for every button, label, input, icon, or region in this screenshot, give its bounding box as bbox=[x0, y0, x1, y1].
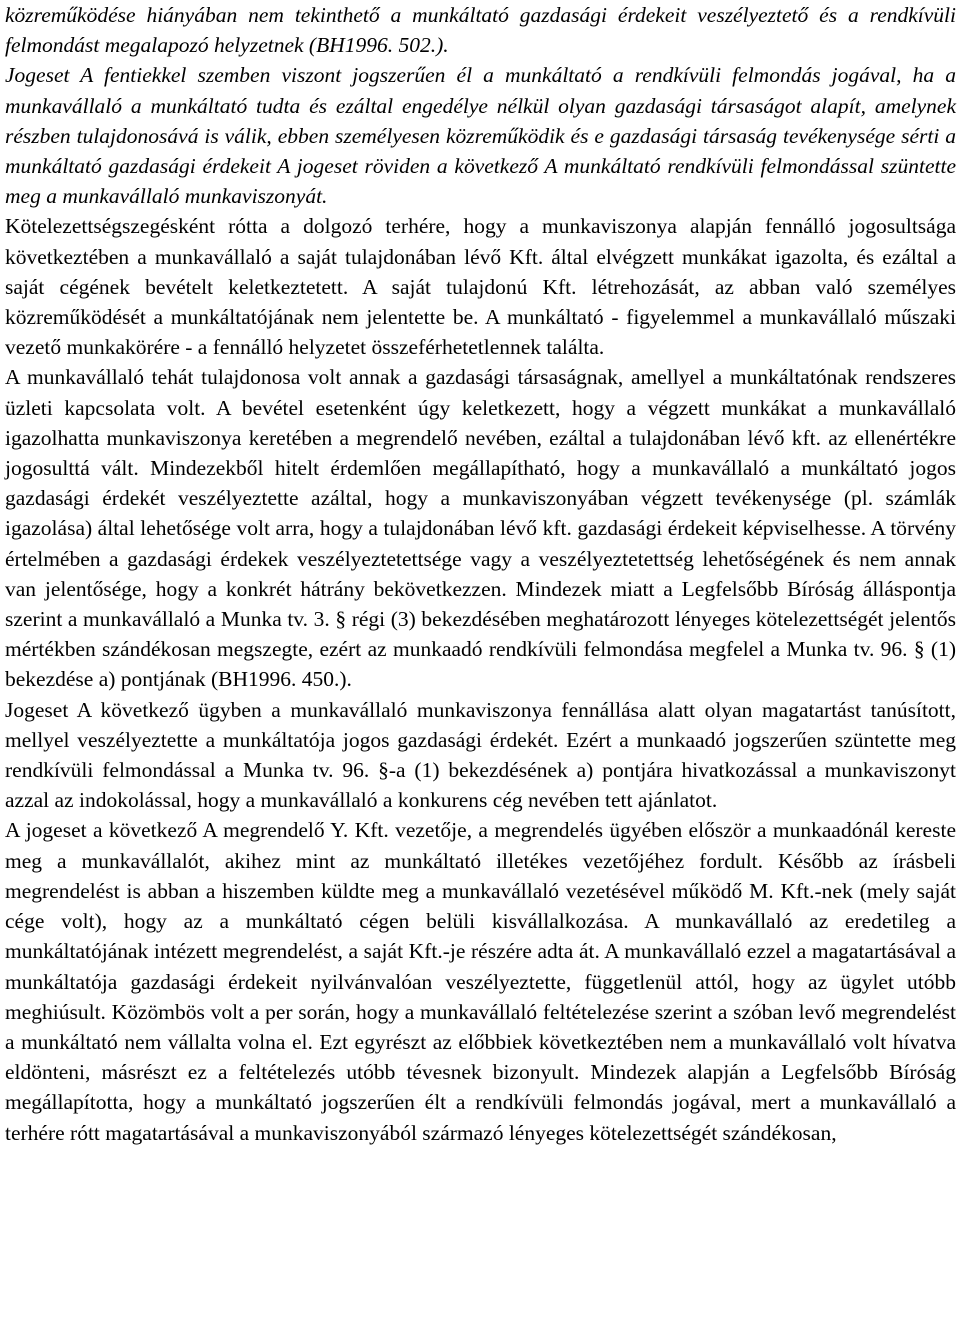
paragraph-1: közreműködése hiányában nem tekinthető a munkáltató gazdasági érdekeit veszélyeztető és a rendkívüli felmondást megalapozó helyzetnek (BH1996. 502.). bbox=[5, 3, 956, 58]
paragraph-2-continuation: Kötelezettségszegésként rótta a dolgozó terhére, hogy a munkaviszonya alapján fennálló jogosultsága következtében a munkavállaló a saját tulajdonában lévő Kft. által elvégzett munkákat igazolta, és ezáltal a saját cégének bevételt keletkeztetett. A saját tulajdonú Kft. létrehozását, az abban való személyes közreműködését a munkáltatójának nem jelentette be. A munkáltató - figyelemmel a munkavállaló műszaki vezető munkakörére - a fennálló helyzetet összeférhetetlennek találta. bbox=[5, 214, 956, 360]
paragraph-3: A munkavállaló tehát tulajdonosa volt annak a gazdasági társaságnak, amellyel a munkáltatónak rendszeres üzleti kapcsolata volt. A bevétel esetenként úgy keletkezett, hogy a végzett munkákat a munkavállaló igazolhatta munkaviszonya keretében a megrendelő nevében, ezáltal a tulajdonában lévő kft. az ellenértékre jogosulttá vált. Mindezekből hitelt érdemlően megállapítható, hogy a munkavállaló a munkáltató jogos gazdasági érdekét veszélyeztette azáltal, hogy a munkaviszonyában végzett tevékenysége (pl. számlák igazolása) által lehetősége volt arra, hogy a tulajdonában lévő kft. gazdasági érdekeit képviselhesse. A törvény értelmében a gazdasági érdekek veszélyeztetettsége vagy a veszélyeztetettség lehetőségének és nem annak van jelentősége, hogy a konkrét hátrány bekövetkezzen. Mindezek miatt a Legfelsőbb Bíróság álláspontja szerint a munkavállaló a Munka tv. 3. § régi (3) bekezdésében meghatározott lényeges kötelezettségét jelentős mértékben szándékosan megszegte, ezért az munkaadó rendkívüli felmondása megfelel a Munka tv. 96. § (1) bekezdése a) pontjának (BH1996. 450.). bbox=[5, 365, 956, 692]
paragraph-5: A jogeset a következő A megrendelő Y. Kft. vezetője, a megrendelés ügyében először a munkaadónál kereste meg a munkavállalót, akihez mint az munkáltató illetékes vezetőjéhez fordult. Később az írásbeli megrendelést is abban a hiszemben küldte meg a munkavállaló vezetésével működő M. Kft.-nek (mely saját cége volt), hogy az a munkáltató cégen belüli kisvállalkozása. A munkavállaló az eredetileg a munkáltatójának intézett megrendelést, a saját Kft.-je részére adta át. A munkavállaló ezzel a magatartásával a munkáltatója gazdasági érdekeit nyilvánvalóan veszélyeztette, függetlenül attól, hogy az ügylet utóbb meghiúsult. Közömbös volt a per során, hogy a munkavállaló feltételezése szerint a szóban levő megrendelést a munkáltató nem vállalta volna el. Ezt egyrészt az előbbiek következtében nem a munkavállaló volt hívatva eldönteni, másrészt ez a feltételezés utóbb tévesnek bizonyult. Mindezek alapján a Legfelsőbb Bíróság megállapította, hogy a munkáltató jogszerűen élt a rendkívüli felmondás jogával, mert a munkavállaló a terhére rótt magatartásával a munkaviszonyából származó lényeges kötelezettségét szándékosan, bbox=[5, 818, 956, 1145]
paragraph-2: Jogeset A fentiekkel szemben viszont jogszerűen él a munkáltató a rendkívüli felmondás jogával, ha a munkavállaló a munkáltató tudta és ezáltal engedélye nélkül olyan gazdasági társaságot alapít, amelynek részben tulajdonosává is válik, ebben személyesen közreműködik és e gazdasági társaság tevékenysége sérti a munkáltató gazdasági érdekeit A jogeset röviden a következő A munkáltató rendkívüli felmondással szüntette meg a munkavállaló munkaviszonyát. bbox=[5, 63, 956, 209]
paragraph-4: Jogeset A következő ügyben a munkavállaló munkaviszonya fennállása alatt olyan magatartást tanúsított, mellyel veszélyeztette a munkáltatója jogos gazdasági érdekét. Ezért a munkaadó jogszerűen szüntette meg rendkívüli felmondással a Munka tv. 96. §-a (1) bekezdésének a) pontjára hivatkozással a munkaviszonyt azzal az indokolással, hogy a munkavállaló a konkurens cég nevében tett ajánlatot. bbox=[5, 697, 956, 813]
